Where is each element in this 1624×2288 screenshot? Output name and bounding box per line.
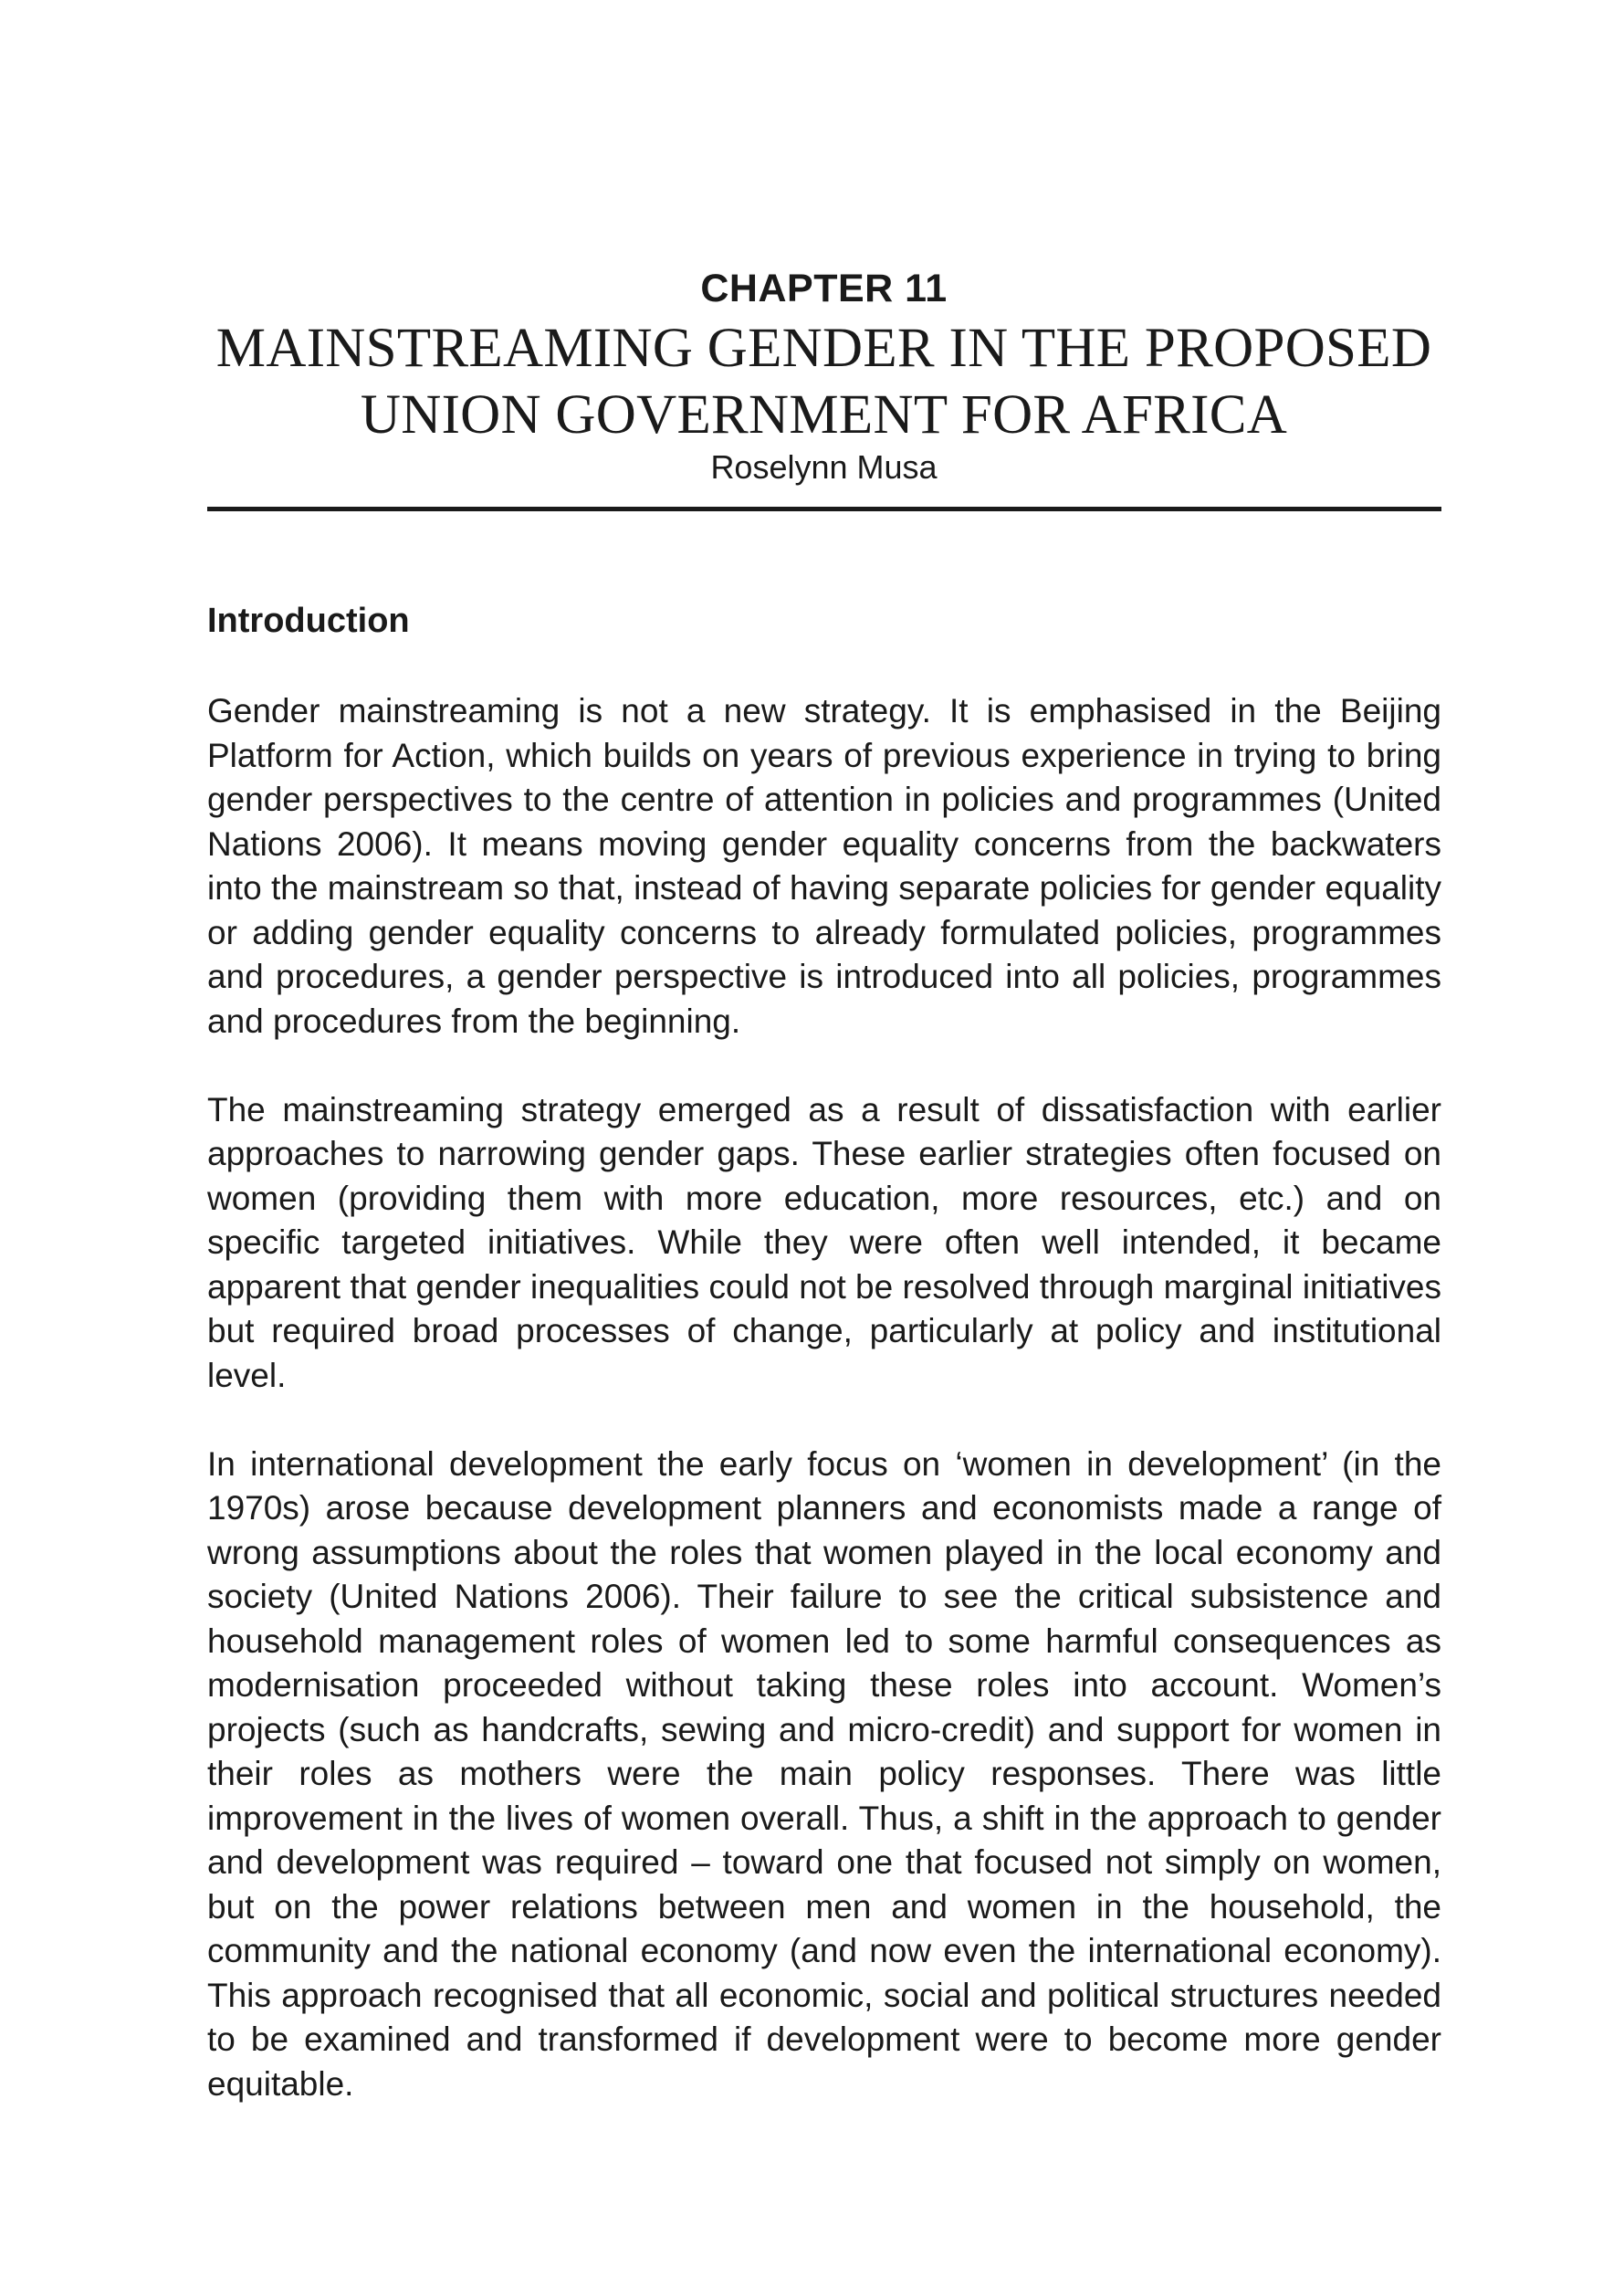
paragraph-3: In international development the early focus on ‘women in development’ (in the 1970s) arose because development planners and economists made a range of wrong assumptions about the roles that women played in the local economy and society (United Nations 2006). Their failure to see the critical subsistence and household management roles of women led to some harmful consequences as modernisation proceeded without taking these roles into account. Women’s projects (such as handcrafts, sewing and micro-credit) and support for women in their roles as mothers were the main policy responses. There was little improvement in the lives of women overall. Thus, a shift in the approach to gender and development was required – toward one that focused not simply on women, but on the power relations between men and women in the household, the community and the national economy (and now even the international economy). This approach recognised that all economic, social and political structures needed to be examined and transformed if development were to become more gender equitable.: [207, 1444, 1441, 2103]
chapter-author: Roselynn Musa: [710, 448, 938, 486]
chapter-title-line-1: MAINSTREAMING GENDER IN THE PROPOSED: [215, 318, 1432, 379]
body-text: [207, 689, 1441, 2151]
chapter-label: CHAPTER 11: [700, 267, 948, 310]
chapter-title-line-2: UNION GOVERNMENT FOR AFRICA: [360, 384, 1288, 446]
paragraph-2: The mainstreaming strategy emerged as a result of dissatisfaction with earlier approaches to narrowing gender gaps. These earlier strategies often focused on women (providing them with more education, more resources, etc.) and on specific targeted initiatives. While they were often well intended, it became apparent that gender inequalities could not be resolved through marginal initiatives but required broad processes of change, particularly at policy and institutional level.: [207, 1090, 1441, 1394]
section-heading-introduction: Introduction: [207, 602, 410, 640]
chapter-title: [203, 315, 1445, 448]
paragraph-1: Gender mainstreaming is not a new strategy. It is emphasised in the Beijing Platform for Action, which builds on years of previous experience in trying to bring gender perspectives to the centre of attention in policies and programmes (United Nations 2006). It means moving gender equality concerns from the backwaters into the mainstream so that, instead of having separate policies for gender equality or adding gender equality concerns to already formulated policies, programmes and procedures, a gender perspective is introduced into all policies, programmes and procedures from the beginning.: [207, 692, 1441, 1040]
title-divider: [207, 507, 1441, 511]
